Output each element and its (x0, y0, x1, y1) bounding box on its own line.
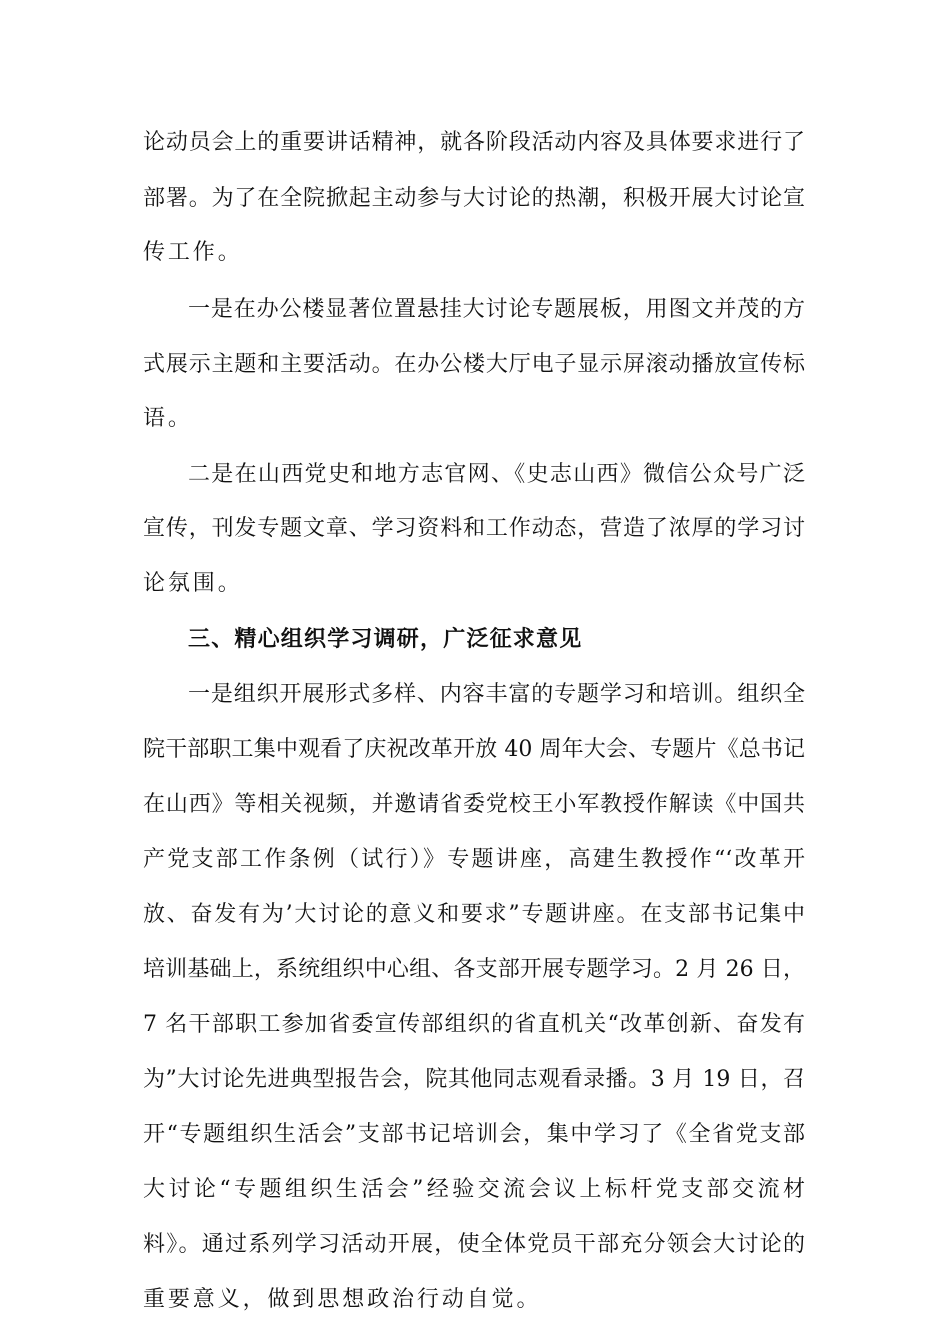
paragraph-line: 开“专题组织生活会”支部书记培训会，集中学习了《全省党支部 (143, 1122, 805, 1147)
paragraph-line: 传工作。 (143, 240, 243, 265)
paragraph-line: 7 名干部职工参加省委宣传部组织的省直机关“改革创新、奋发有 (143, 1012, 805, 1037)
paragraph-line: 院干部职工集中观看了庆祝改革开放 40 周年大会、专题片《总书记 (143, 737, 805, 762)
paragraph-line: 论动员会上的重要讲话精神，就各阶段活动内容及具体要求进行了 (143, 130, 805, 155)
paragraph-line: 二是在山西党史和地方志官网、《史志山西》微信公众号广泛 (188, 462, 805, 487)
paragraph-line: 语。 (143, 406, 193, 431)
paragraph-line: 为”大讨论先进典型报告会，院其他同志观看录播。3 月 19 日，召 (143, 1067, 805, 1092)
section-heading: 三、精心组织学习调研，广泛征求意见 (188, 627, 583, 652)
paragraph-line: 产党支部工作条例（试行）》专题讲座，高建生教授作“‘改革开 (143, 847, 805, 872)
paragraph-line: 一是在办公楼显著位置悬挂大讨论专题展板，用图文并茂的方 (188, 297, 805, 322)
paragraph-line: 一是组织开展形式多样、内容丰富的专题学习和培训。组织全 (188, 682, 805, 707)
paragraph-line: 部署。为了在全院掀起主动参与大讨论的热潮，积极开展大讨论宣 (143, 186, 805, 211)
paragraph-line: 培训基础上，系统组织中心组、各支部开展专题学习。2 月 26 日， (143, 957, 805, 982)
paragraph-line: 料》。通过系列学习活动开展，使全体党员干部充分领会大讨论的 (143, 1232, 805, 1257)
paragraph-line: 在山西》等相关视频，并邀请省委党校王小军教授作解读《中国共 (143, 792, 805, 817)
paragraph-line: 式展示主题和主要活动。在办公楼大厅电子显示屏滚动播放宣传标 (143, 352, 805, 377)
paragraph-line: 论氛围。 (143, 571, 243, 596)
paragraph-line: 宣传，刊发专题文章、学习资料和工作动态，营造了浓厚的学习讨 (143, 516, 805, 541)
paragraph-line: 大讨论“专题组织生活会”经验交流会议上标杆党支部交流材 (143, 1177, 805, 1202)
paragraph-line: 放、奋发有为’大讨论的意义和要求”专题讲座。在支部书记集中 (143, 902, 805, 927)
paragraph-line: 重要意义，做到思想政治行动自觉。 (143, 1287, 542, 1312)
